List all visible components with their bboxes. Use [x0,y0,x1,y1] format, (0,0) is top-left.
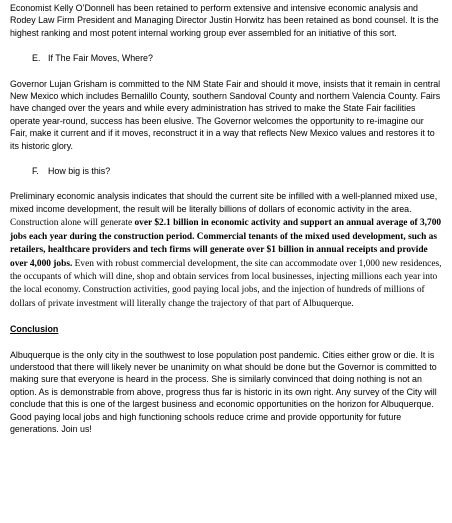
section-f-letter: F. [32,166,39,177]
economic-impact-residences: Even with robust commercial development, the site can accommodate over 1,000 new residences, the occupants of which will dine, shop and obtain services from local businesses, injecting millions each year into the local economy. Construction activities, good paying local jobs, and the injection of hundreds of millions of dollars of private investment will literally change the trajectory of that part of Albuquerque. [10,258,442,309]
section-e-title: If The Fair Moves, Where? [48,53,153,64]
intro-paragraph: Economist Kelly O’Donnell has been retained to perform extensive and intensive economic analysis and Rodey Law Firm President and Managing Director Justin Horwitz has been retained as bond counsel. It is the highest ranking and most potent internal working group ever assembled for an initiative of this sort. [10,3,439,38]
conclusion-heading: Conclusion [10,324,59,335]
section-f-title: How big is this? [48,166,111,177]
fair-location-paragraph: Governor Lujan Grisham is committed to the NM State Fair and should it move, insists that it remain in central New Mexico which includes Bernalillo County, southern Sandoval County and northern Valencia County. Fairs have changed over the years and while every administration has strived to make the State Fair facilities operate year-round, success has been elusive. The Governor welcomes the opportunity to re-imagine our Fair, make it current and if it moves, reconstruct it in a way that reflects New Mexico values and restores it to its historic glory. [10,78,441,151]
section-e-heading [10,52,442,64]
economic-impact-paragraph [10,190,442,310]
section-e-letter: E. [32,53,41,64]
economic-impact-highlight: over $2.1 billion in economic activity and support an annual average of 3,700 jobs each year during the construction period. Commercial tenants of the mixed used development, such as retailers, healthcare providers and tech firms will generate over $1 billion in annual receipts and provide over 4,000 jobs. [10,218,442,269]
section-f-heading [10,165,442,177]
conclusion-paragraph: Albuquerque is the only city in the southwest to lose population post pandemic. Cities either grow or die. It is understood that there will likely never be unanimity on what should be done but the Governor is committed to making sure that everyone is heard in the process. She is similarly convinced that doing nothing is not an option. As is demonstrable from above, progress thus far is historic in its own right. Any survey of the City will conclude that this is one of the largest business and economic opportunities on the horizon for Albuquerque. Good paying local jobs and high functioning schools reduce crime and provide opportunity for future generations. Join us! [10,349,437,434]
economic-impact-intro: Preliminary economic analysis indicates that should the current site be infilled with a well-planned mixed use, mixed income development, the result will be literally billions of dollars of economic activity in the area. [10,191,438,214]
economic-impact-construction-lead: Construction alone will generate [10,218,135,229]
